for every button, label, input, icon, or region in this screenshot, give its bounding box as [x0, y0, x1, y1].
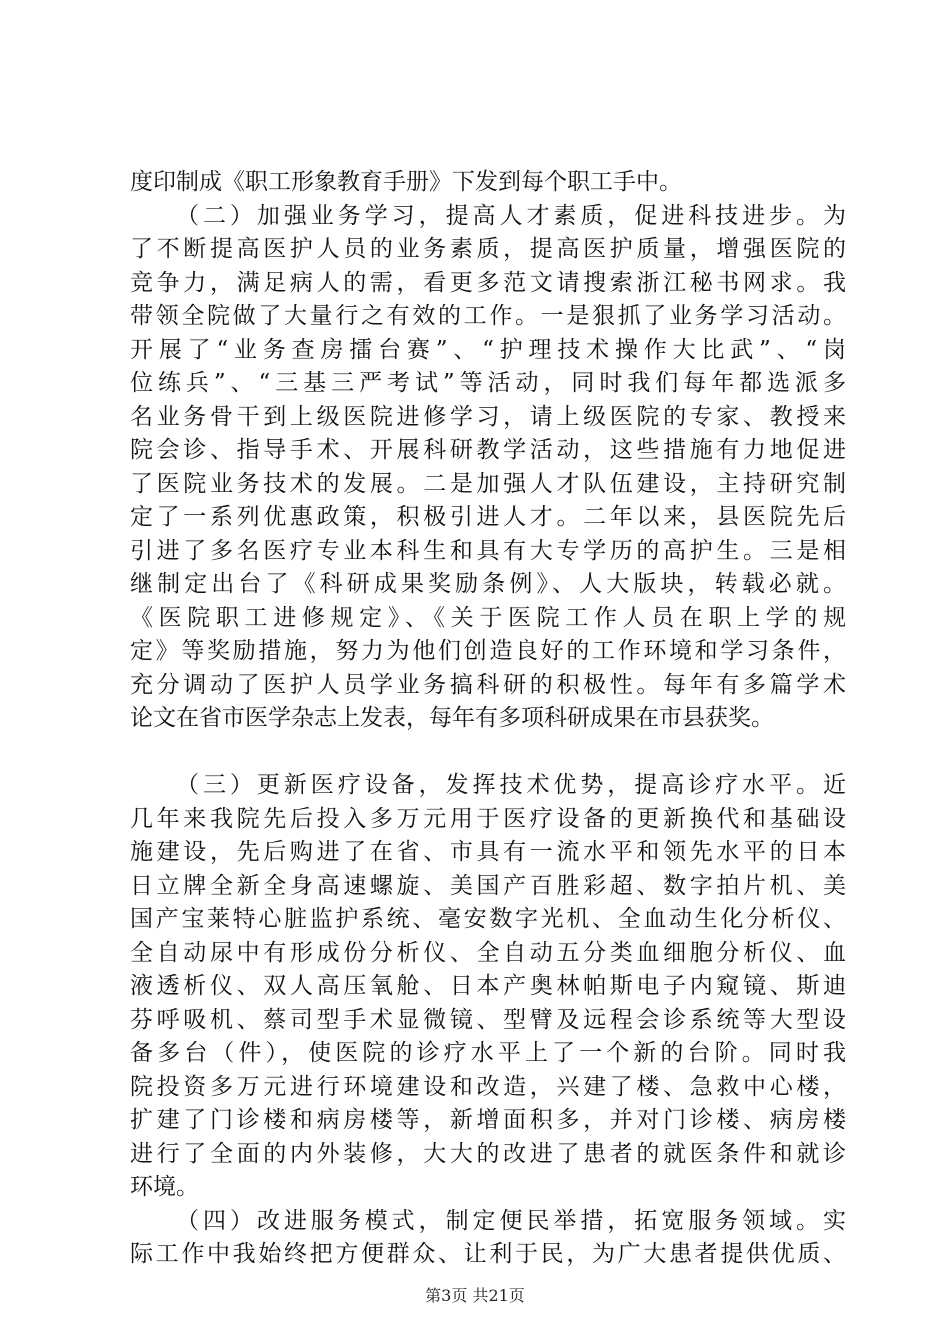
- text-line: 芬呼吸机、蔡司型手术显微镜、型臂及远程会诊系统等大型设: [130, 1006, 846, 1033]
- text-line: 际工作中我始终把方便群众、让利于民，为广大患者提供优质、: [130, 1241, 846, 1267]
- text-line: 院会诊、指导手术、开展科研教学活动，这些措施有力地促进: [130, 437, 846, 463]
- body-text: [130, 166, 846, 1272]
- text-line: 了不断提高医护人员的业务素质，提高医护质量，增强医院的: [130, 236, 846, 262]
- text-line: 开展了“业务查房擂台赛”、“护理技术操作大比武”、“岗: [130, 336, 846, 363]
- text-line: 定》等奖励措施，努力为他们创造良好的工作环境和学习条件，: [130, 638, 846, 664]
- text-line: 几年来我院先后投入多万元用于医疗设备的更新换代和基础设: [130, 805, 846, 832]
- text-line: 扩建了门诊楼和病房楼等，新增面积多，并对门诊楼、病房楼: [130, 1107, 846, 1133]
- page-footer: [0, 1283, 950, 1306]
- paragraph-4-start: （四）改进服务模式，制定便民举措，拓宽服务领域。实: [176, 1207, 846, 1234]
- text-line: 引进了多名医疗专业本科生和具有大专学历的高护生。三是相: [130, 537, 846, 564]
- text-line: 充分调动了医护人员学业务搞科研的积极性。每年有多篇学术: [130, 671, 846, 698]
- text-line: 位练兵”、“三基三严考试”等活动，同时我们每年都选派多: [130, 370, 846, 396]
- text-line: 日立牌全新全身高速螺旋、美国产百胜彩超、数字拍片机、美: [130, 872, 846, 899]
- text-line: 度印制成《职工形象教育手册》下发到每个职工手中。: [130, 169, 682, 195]
- paragraph-3-start: （三）更新医疗设备，发挥技术优势，提高诊疗水平。近: [176, 772, 846, 798]
- text-line: 院投资多万元进行环境建设和改造，兴建了楼、急救中心楼，: [130, 1073, 846, 1100]
- text-line: 论文在省市医学杂志上发表，每年有多项科研成果在市县获奖。: [130, 705, 774, 731]
- text-line: 进行了全面的内外装修，大大的改进了患者的就医条件和就诊: [130, 1140, 846, 1167]
- text-line: 《医院职工进修规定》、《关于医院工作人员在职上学的规: [130, 604, 846, 631]
- text-line: 带领全院做了大量行之有效的工作。一是狠抓了业务学习活动。: [130, 303, 846, 329]
- text-line: 定了一系列优惠政策，积极引进人才。二年以来，县医院先后: [130, 504, 846, 530]
- text-line: 了医院业务技术的发展。二是加强人才队伍建设，主持研究制: [130, 470, 846, 497]
- text-line: 液透析仪、双人高压氧舱、日本产奥林帕斯电子内窥镜、斯迪: [130, 973, 846, 999]
- text-line: 竞争力，满足病人的需，看更多范文请搜索浙江秘书网求。我: [130, 269, 846, 296]
- text-line: 备多台（件），使医院的诊疗水平上了一个新的台阶。同时我: [130, 1040, 846, 1066]
- text-line: 全自动尿中有形成份分析仪、全自动五分类血细胞分析仪、血: [130, 939, 846, 966]
- text-line: 继制定出台了《科研成果奖励条例》、人大版块，转载必就。: [130, 571, 846, 597]
- paragraph-2-start: （二）加强业务学习，提高人才素质，促进科技进步。为: [176, 202, 846, 229]
- text-line: 施建设，先后购进了在省、市具有一流水平和领先水平的日本: [130, 839, 846, 865]
- text-line: 环境。: [130, 1174, 199, 1200]
- text-line: 名业务骨干到上级医院进修学习，请上级医院的专家、教授来: [130, 403, 846, 430]
- blank-line: [130, 736, 846, 770]
- text-line: 国产宝莱特心脏监护系统、毫安数字光机、全血动生化分析仪、: [130, 906, 846, 932]
- page-number-label: 第3页 共21页: [425, 1286, 525, 1305]
